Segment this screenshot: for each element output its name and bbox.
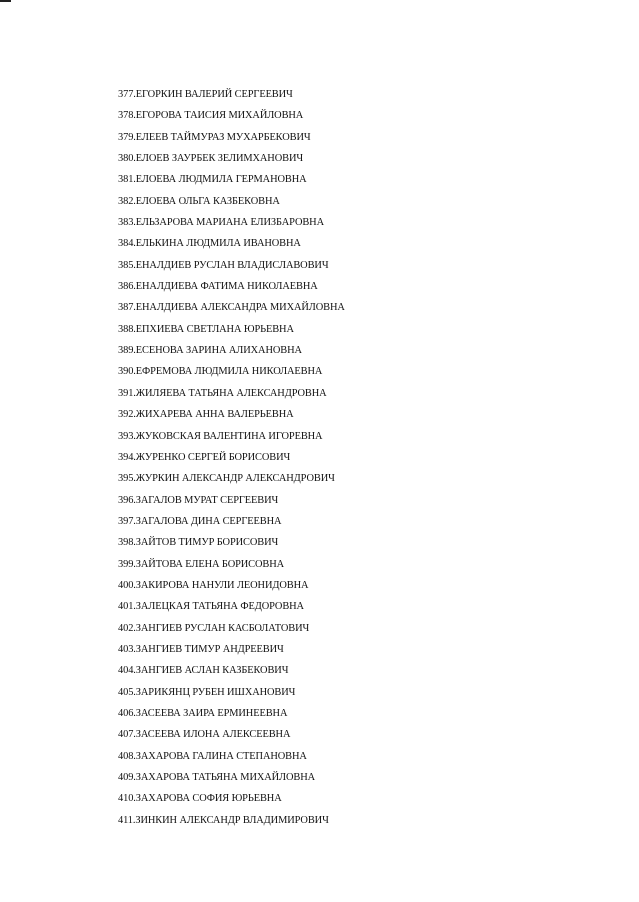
list-item: 409.ЗАХАРОВА ТАТЬЯНА МИХАЙЛОВНА (118, 772, 316, 783)
list-item: 407.ЗАСЕЕВА ИЛОНА АЛЕКСЕЕВНА (118, 729, 291, 741)
list-item: 399.ЗАЙТОВА ЕЛЕНА БОРИСОВНА (118, 558, 285, 570)
list-item: 387.ЕНАЛДИЕВА АЛЕКСАНДРА МИХАЙЛОВНА (118, 302, 345, 314)
list-item: 408.ЗАХАРОВА ГАЛИНА СТЕПАНОВНА (118, 750, 307, 762)
list-item: 391.ЖИЛЯЕВА ТАТЬЯНА АЛЕКСАНДРОВНА (118, 387, 327, 399)
name-list (118, 84, 345, 831)
list-item: 393.ЖУКОВСКАЯ ВАЛЕНТИНА ИГОРЕВНА (118, 430, 323, 442)
list-item: 401.ЗАЛЕЦКАЯ ТАТЬЯНА ФЕДОРОВНА (118, 601, 304, 613)
list-item: 394.ЖУРЕНКО СЕРГЕЙ БОРИСОВИЧ (118, 451, 291, 463)
list-item: 384.ЕЛЬКИНА ЛЮДМИЛА ИВАНОВНА (118, 238, 301, 250)
list-item: 390.ЕФРЕМОВА ЛЮДМИЛА НИКОЛАЕВНА (118, 366, 323, 378)
list-item: 400.ЗАКИРОВА НАНУЛИ ЛЕОНИДОВНА (118, 579, 309, 591)
list-item: 380.ЕЛОЕВ ЗАУРБЕК ЗЕЛИМХАНОВИЧ (118, 153, 303, 165)
list-item: 398.ЗАЙТОВ ТИМУР БОРИСОВИЧ (118, 537, 279, 549)
list-item: 383.ЕЛЬЗАРОВА МАРИАНА ЕЛИЗБАРОВНА (118, 217, 324, 229)
list-item: 377.ЕГОРКИН ВАЛЕРИЙ СЕРГЕЕВИЧ (118, 89, 293, 100)
list-item: 406.ЗАСЕЕВА ЗАИРА ЕРМИНЕЕВНА (118, 707, 288, 719)
list-item: 392.ЖИХАРЕВА АННА ВАЛЕРЬЕВНА (118, 409, 294, 421)
list-item: 382.ЕЛОЕВА ОЛЬГА КАЗБЕКОВНА (118, 195, 280, 207)
list-item: 389.ЕСЕНОВА ЗАРИНА АЛИХАНОВНА (118, 345, 302, 357)
list-item: 378.ЕГОРОВА ТАИСИЯ МИХАЙЛОВНА (118, 110, 304, 122)
scan-corner-mark (0, 0, 11, 2)
list-item: 404.ЗАНГИЕВ АСЛАН КАЗБЕКОВИЧ (118, 665, 289, 677)
list-item: 396.ЗАГАЛОВ МУРАТ СЕРГЕЕВИЧ (118, 494, 279, 506)
list-item: 410.ЗАХАРОВА СОФИЯ ЮРЬЕВНА (118, 793, 282, 805)
list-item: 411.ЗИНКИН АЛЕКСАНДР ВЛАДИМИРОВИЧ (118, 814, 329, 826)
list-item: 397.ЗАГАЛОВА ДИНА СЕРГЕЕВНА (118, 515, 282, 527)
list-item: 381.ЕЛОЕВА ЛЮДМИЛА ГЕРМАНОВНА (118, 174, 307, 186)
list-item: 386.ЕНАЛДИЕВА ФАТИМА НИКОЛАЕВНА (118, 281, 318, 293)
list-item: 379.ЕЛЕЕВ ТАЙМУРАЗ МУХАРБЕКОВИЧ (118, 131, 311, 143)
list-item: 388.ЕПХИЕВА СВЕТЛАНА ЮРЬЕВНА (118, 323, 294, 335)
list-item: 405.ЗАРИКЯНЦ РУБЕН ИШХАНОВИЧ (118, 686, 296, 698)
list-item: 385.ЕНАЛДИЕВ РУСЛАН ВЛАДИСЛАВОВИЧ (118, 259, 329, 271)
list-item: 402.ЗАНГИЕВ РУСЛАН КАСБОЛАТОВИЧ (118, 622, 310, 634)
list-item: 403.ЗАНГИЕВ ТИМУР АНДРЕЕВИЧ (118, 643, 284, 655)
list-item: 395.ЖУРКИН АЛЕКСАНДР АЛЕКСАНДРОВИЧ (118, 473, 335, 485)
